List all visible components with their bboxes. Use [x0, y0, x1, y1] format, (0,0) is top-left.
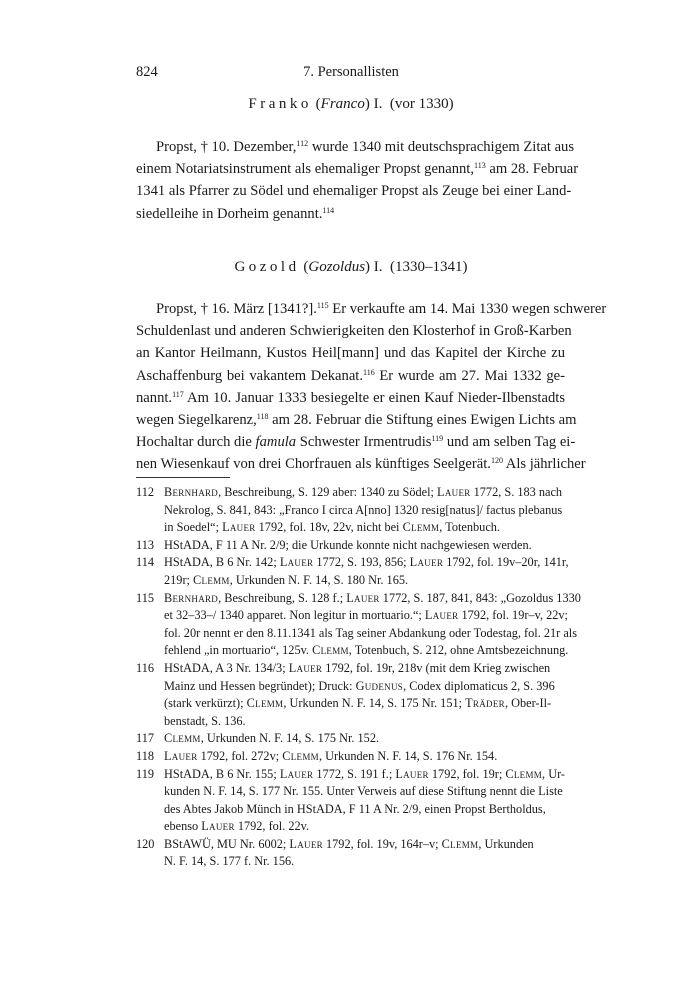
footnote-text: Bernhard, Beschreibung, S. 129 aber: 1340 zu Södel; Lauer 1772, S. 183 nach Nekrolog, S. 841, 843: „Franco I circa A[nno] 1320 resig[natus]/ factus plebanus in Soedel“; Lauer 1792, fol. 18v, 22v, nicht bei Clemm, Totenbuch. [164, 485, 563, 535]
footnote-ref[interactable]: 116 [363, 367, 375, 377]
entry-name: Franko [248, 96, 312, 112]
footnote-number: 118 [136, 748, 154, 763]
footnote [136, 484, 566, 537]
footnote-number: 116 [136, 660, 154, 675]
footnote-text: HStADA, B 6 Nr. 155; Lauer 1772, S. 191 f.; Lauer 1792, fol. 19r; Clemm, Ur- kunden N. F. 14, S. 177 Nr. 155. Unter Verweis auf diese Stiftung nennt die Liste des Abtes Jakob Münch in HStADA, F 11 A Nr. 2/9, einen Propst Bertholdus, ebenso Lauer 1792, fol. 22v. [164, 766, 566, 834]
entry-numeral: I. [373, 259, 383, 275]
entry-heading-franko: Franko (Franco) I. (vor 1330) [248, 96, 454, 112]
footnote [136, 730, 566, 748]
footnote [136, 748, 566, 766]
footnote-number: 113 [136, 537, 154, 552]
footnote-divider [136, 477, 230, 478]
footnote-text: HStADA, F 11 A Nr. 2/9; die Urkunde konnte nicht nachgewiesen werden. [164, 537, 532, 552]
entry-text-franko: Propst, † 10. Dezember,$^{112}$ wurde 1340 mit deutschsprachigem Zitat aus einem Notariatsinstrument als ehemaliger Propst genannt,$^{113}$ am 28. Februar 1341 als Pfarrer zu Södel und ehemaliger Propst als Zeuge bei einer Land- siedelleihe in Dorheim genannt.$^{114}$ [136, 139, 579, 222]
entry-numeral: I. [373, 96, 383, 112]
footnote-ref[interactable]: 113 [474, 161, 486, 171]
footnote-ref[interactable]: 115 [316, 301, 329, 310]
footnote-text: Lauer 1792, fol. 272v; Clemm, Urkunden N. F. 14, S. 176 Nr. 154. [164, 748, 498, 763]
footnote-number: 115 [136, 590, 154, 605]
footnotes-section [136, 484, 581, 871]
entry-latin-name: Gozoldus [308, 259, 366, 275]
page-number: 824 [136, 64, 158, 80]
footnote [136, 660, 566, 730]
footnote [136, 836, 566, 871]
entry-dates: (vor 1330) [389, 96, 454, 112]
footnote-ref[interactable]: 112 [296, 139, 309, 148]
footnote-text: Clemm, Urkunden N. F. 14, S. 175 Nr. 152. [164, 731, 380, 746]
entry-dates: (1330–1341) [390, 259, 468, 275]
footnote-number: 117 [136, 731, 154, 746]
footnote-ref[interactable]: 118 [256, 412, 269, 422]
footnote-text: HStADA, A 3 Nr. 134/3; Lauer 1792, fol. 19r, 218v (mit dem Krieg zwischen Mainz und Hessen begründet); Druck: Gudenus, Codex diplomaticus 2, S. 396 (stark verkürzt); Clemm, Urkunden N. F. 14, S. 175 Nr. 151; Träder, Ober-Il- benstadt, S. 136. [164, 660, 555, 728]
footnote-ref[interactable]: 114 [322, 205, 335, 215]
footnote [136, 537, 566, 555]
footnote-number: 112 [136, 485, 154, 499]
footnote-number: 119 [136, 766, 154, 781]
running-head-title: 7. Personallisten [303, 64, 399, 80]
footnote-text: BStAWÜ, MU Nr. 6002; Lauer 1792, fol. 19v, 164r–v; Clemm, Urkunden N. F. 14, S. 177 f. Nr. 156. [164, 836, 534, 869]
footnote [136, 554, 569, 589]
footnote-number: 114 [136, 555, 154, 570]
footnote [136, 590, 581, 660]
footnote-number: 120 [136, 836, 155, 851]
footnote [136, 766, 566, 836]
entry-text-gozold: Propst, † 16. März [1341?].$^{115}$ Er verkaufte am 14. Mai 1330 wegen schwerer Schuldenlast und anderen Schwierigkeiten den Klosterhof in Groß-Karben an Kantor Heilmann, Kustos Heil[mann] und das Kapitel der Kirche zu Aschaffenburg bei vakantem Dekanat.$^{116}$ Er wurde am 27. Mai 1332 ge- nannt.$^{117}$ Am 10. Januar 1333 besiegelte er einen Kauf Nieder-Ilbenstadts wegen Siegelkarenz,$^{118}$ am 28. Februar die Stiftung eines Ewigen Lichts am Hochaltar durch die famula Schwester Irmentrudis$^{119}$ und am selben Tag ei- nen Wiesenkauf von drei Chorfrauen als künftiges Seelgerät.$^{120}$ Als jährlicher [136, 301, 607, 473]
entry-heading-gozold: Gozold (Gozoldus) I. (1330–1341) [234, 259, 468, 275]
entry-latin-name: Franco [320, 96, 365, 112]
footnote-text: Bernhard, Beschreibung, S. 128 f.; Lauer 1772, S. 187, 841, 843: „Gozoldus 1330 et 32–33–/ 1340 apparet. Non legitur in mortuario.“; Lauer 1792, fol. 19r–v, 22v; fol. 20r nennt er den 8.11.1341 als Tag seiner Abdankung oder Todestag, fol. 21r als fehlend „in mortuario“, 125v. Clemm, Totenbuch, S. 212, ohne Amtsbezeichnung. [164, 590, 581, 658]
running-head [136, 64, 566, 84]
footnote-ref[interactable]: 119 [431, 434, 444, 444]
footnote-ref[interactable]: 117 [172, 389, 184, 399]
entry-name: Gozold [234, 259, 300, 275]
footnote-text: HStADA, B 6 Nr. 142; Lauer 1772, S. 193, 856; Lauer 1792, fol. 19v–20r, 141r, 219r; Clemm, Urkunden N. F. 14, S. 180 Nr. 165. [164, 555, 569, 587]
footnote-ref[interactable]: 120 [490, 456, 503, 466]
